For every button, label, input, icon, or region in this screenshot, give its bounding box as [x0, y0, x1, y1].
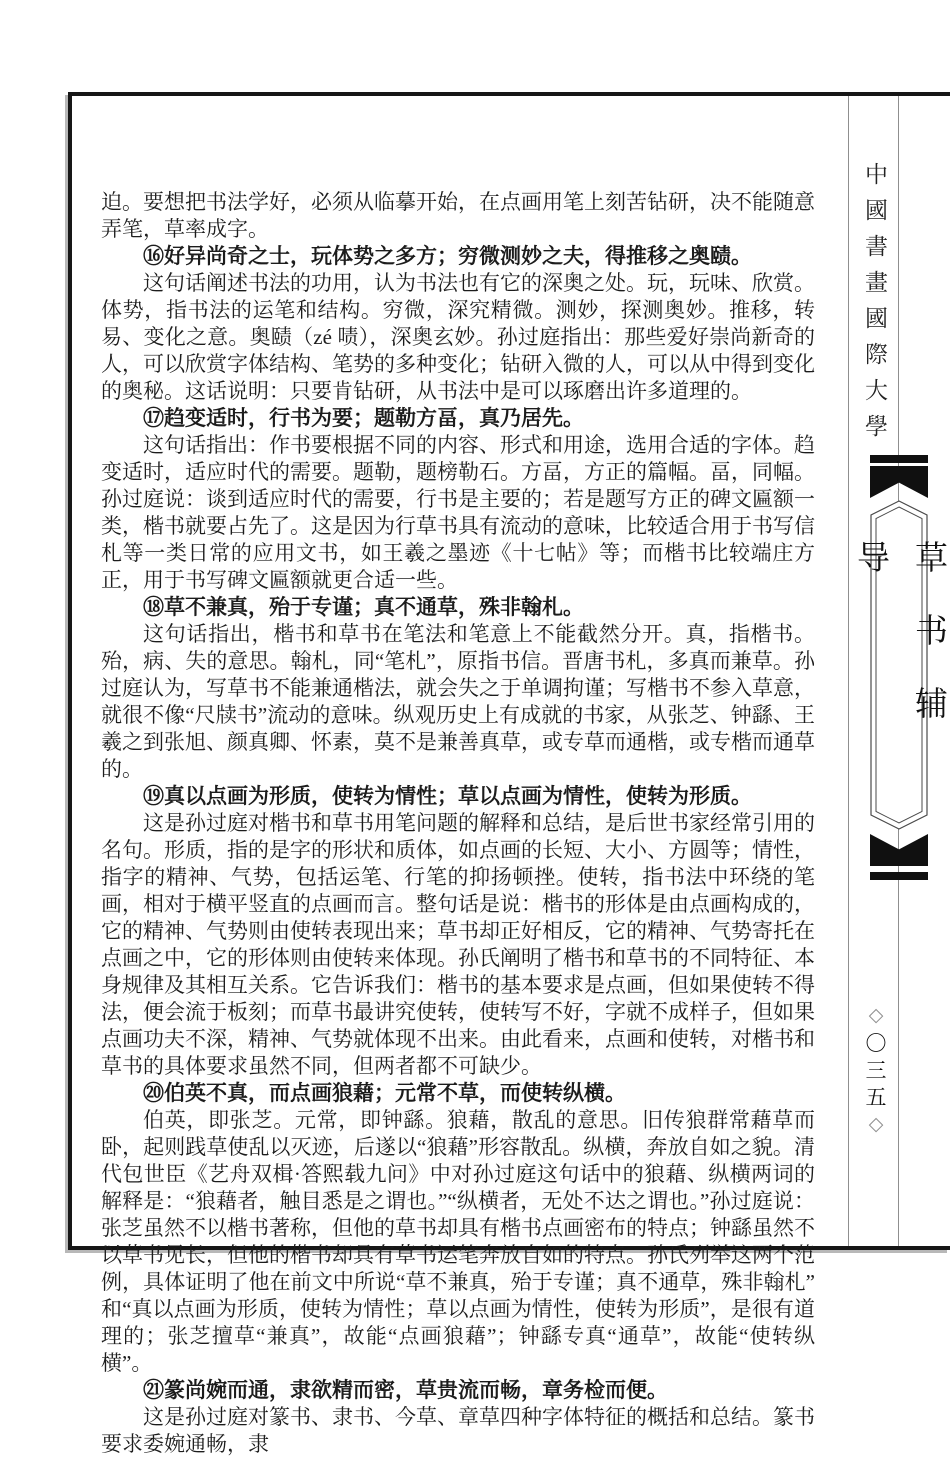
diamond-ornament-icon: ◇: [865, 1113, 886, 1141]
section-heading: ㉑篆尚婉而通，隶欲精而密，草贵流而畅，章务检而便。: [143, 1379, 668, 1402]
paragraph: 这句话指出，楷书和草书在笔法和笔意上不能截然分开。真，指楷书。殆，病、失的意思。翰札，同“笔札”，原指书信。晋唐书札，多真而兼草。孙过庭认为，写草书不能兼通楷法，就会失之于单调拘谨；写楷书不参入草意，就很不像“尺牍书”流动的意味。纵观历史上有成就的书家，从张芝、钟繇、王羲之到张旭、颜真卿、怀素，莫不是兼善真草，或专草而通楷，或专楷而通草的。: [101, 622, 815, 781]
sidebar-title: 中國書畫國際大學: [862, 162, 887, 450]
section-heading: ⑱草不兼真，殆于专谨；真不通草，殊非翰札。: [143, 596, 584, 619]
section-heading: ⑰趋变适时，行书为要；题勒方畐，真乃居先。: [143, 407, 584, 430]
section-heading: ⑯好异尚奇之士，玩体势之多方；穷微测妙之夫，得推移之奥赜。: [143, 245, 752, 268]
banner-plaque: [852, 500, 946, 830]
paragraph: 这句话指出：作书要根据不同的内容、形式和用途，选用合适的字体。趋变适时，适应时代的需要。题勒，题榜勒石。方畐，方正的篇幅。畐，同幅。孙过庭说：谈到适应时代的需要，行书是主要的；若是题写方正的碑文匾额一类，楷书就要占先了。这是因为行草书具有流动的意味，比较适合用于书写信札等一类日常的应用文书，如王羲之墨迹《十七帖》等；而楷书比较端庄方正，用于书写碑文匾额就更合适一些。: [101, 433, 815, 592]
banner-ribbon-bottom-icon: [870, 834, 928, 866]
diamond-ornament-icon: ◇: [865, 1004, 886, 1032]
page-number-text: 〇三五: [863, 1032, 887, 1113]
paragraph: 这是孙过庭对楷书和草书用笔问题的解释和总结，是后世书家经常引用的名句。形质，指的是字的形状和质体，如点画的长短、大小、方圆等；情性，指字的精神、气势，包括运笔、行笔的抑扬顿挫。使转，指书法中环绕的笔画，相对于横平竖直的点画而言。整句话是说：楷书的形体是由点画构成的，它的精神、气势则由使转表现出来；草书却正好相反，它的精神、气势寄托在点画之中，它的形体则由使转来体现。孙氏阐明了楷书和草书的不同特征、本身规律及其相互关系。它告诉我们：楷书的基本要求是点画，但如果使转不得法，便会流于板刻；而草书最讲究使转，使转写不好，字就不成样子，但如果点画功夫不深，精神、气势就体现不出来。由此看来，点画和使转，对楷书和草书的具体要求虽然不同，但两者都不可缺少。: [101, 811, 815, 1078]
banner-top-bar: [870, 455, 928, 463]
banner-ribbon-top-icon: [870, 466, 928, 498]
chapter-title: 草书辅导: [852, 540, 946, 759]
text-column: [101, 189, 815, 1458]
banner-bottom-bar: [870, 872, 928, 880]
section-heading: ⑳伯英不真，而点画狼藉；元常不草，而使转纵横。: [143, 1082, 626, 1105]
page-number: [862, 1004, 888, 1141]
section-heading: ⑲真以点画为形质，使转为情性；草以点画为情性，使转为形质。: [143, 785, 752, 808]
paragraph: 伯英，即张芝。元常，即钟繇。狼藉，散乱的意思。旧传狼群常藉草而卧，起则践草使乱以灭迹，后遂以“狼藉”形容散乱。纵横，奔放自如之貌。清代包世臣《艺舟双楫·答熙载九问》中对孙过庭这句话中的狼藉、纵横两词的解释是：“狼藉者，触目悉是之谓也。”“纵横者，无处不达之谓也。”孙过庭说：张芝虽然不以楷书著称，但他的草书却具有楷书点画密布的特点；钟繇虽然不以草书见长，但他的楷书却具有草书运笔奔放自如的特点。孙氏列举这两个范例，具体证明了他在前文中所说“草不兼真，殆于专谨；真不通草，殊非翰札”和“真以点画为形质，使转为情性；草以点画为情性，使转为形质”，是很有道理的；张芝擅草“兼真”，故能“点画狼藉”；钟繇专真“通草”，故能“使转纵横”。: [101, 1108, 815, 1375]
paragraph: 迫。要想把书法学好，必须从临摹开始，在点画用笔上刻苦钻研，决不能随意弄笔，草率成字。: [101, 190, 815, 241]
chapter-banner: [852, 455, 946, 880]
paragraph: 这是孙过庭对篆书、隶书、今草、章草四种字体特征的概括和总结。篆书要求委婉通畅，隶: [101, 1405, 815, 1456]
paragraph: 这句话阐述书法的功用，认为书法也有它的深奥之处。玩，玩味、欣赏。体势，指书法的运笔和结构。穷微，深究精微。测妙，探测奥妙。推移，转易、变化之意。奥赜（zé 啧），深奥玄妙。孙过庭指出：那些爱好崇尚新奇的人，可以欣赏字体结构、笔势的多种变化；钻研入微的人，可以从中得到变化的奥秘。这话说明：只要肯钻研，从书法中是可以琢磨出许多道理的。: [101, 271, 815, 403]
